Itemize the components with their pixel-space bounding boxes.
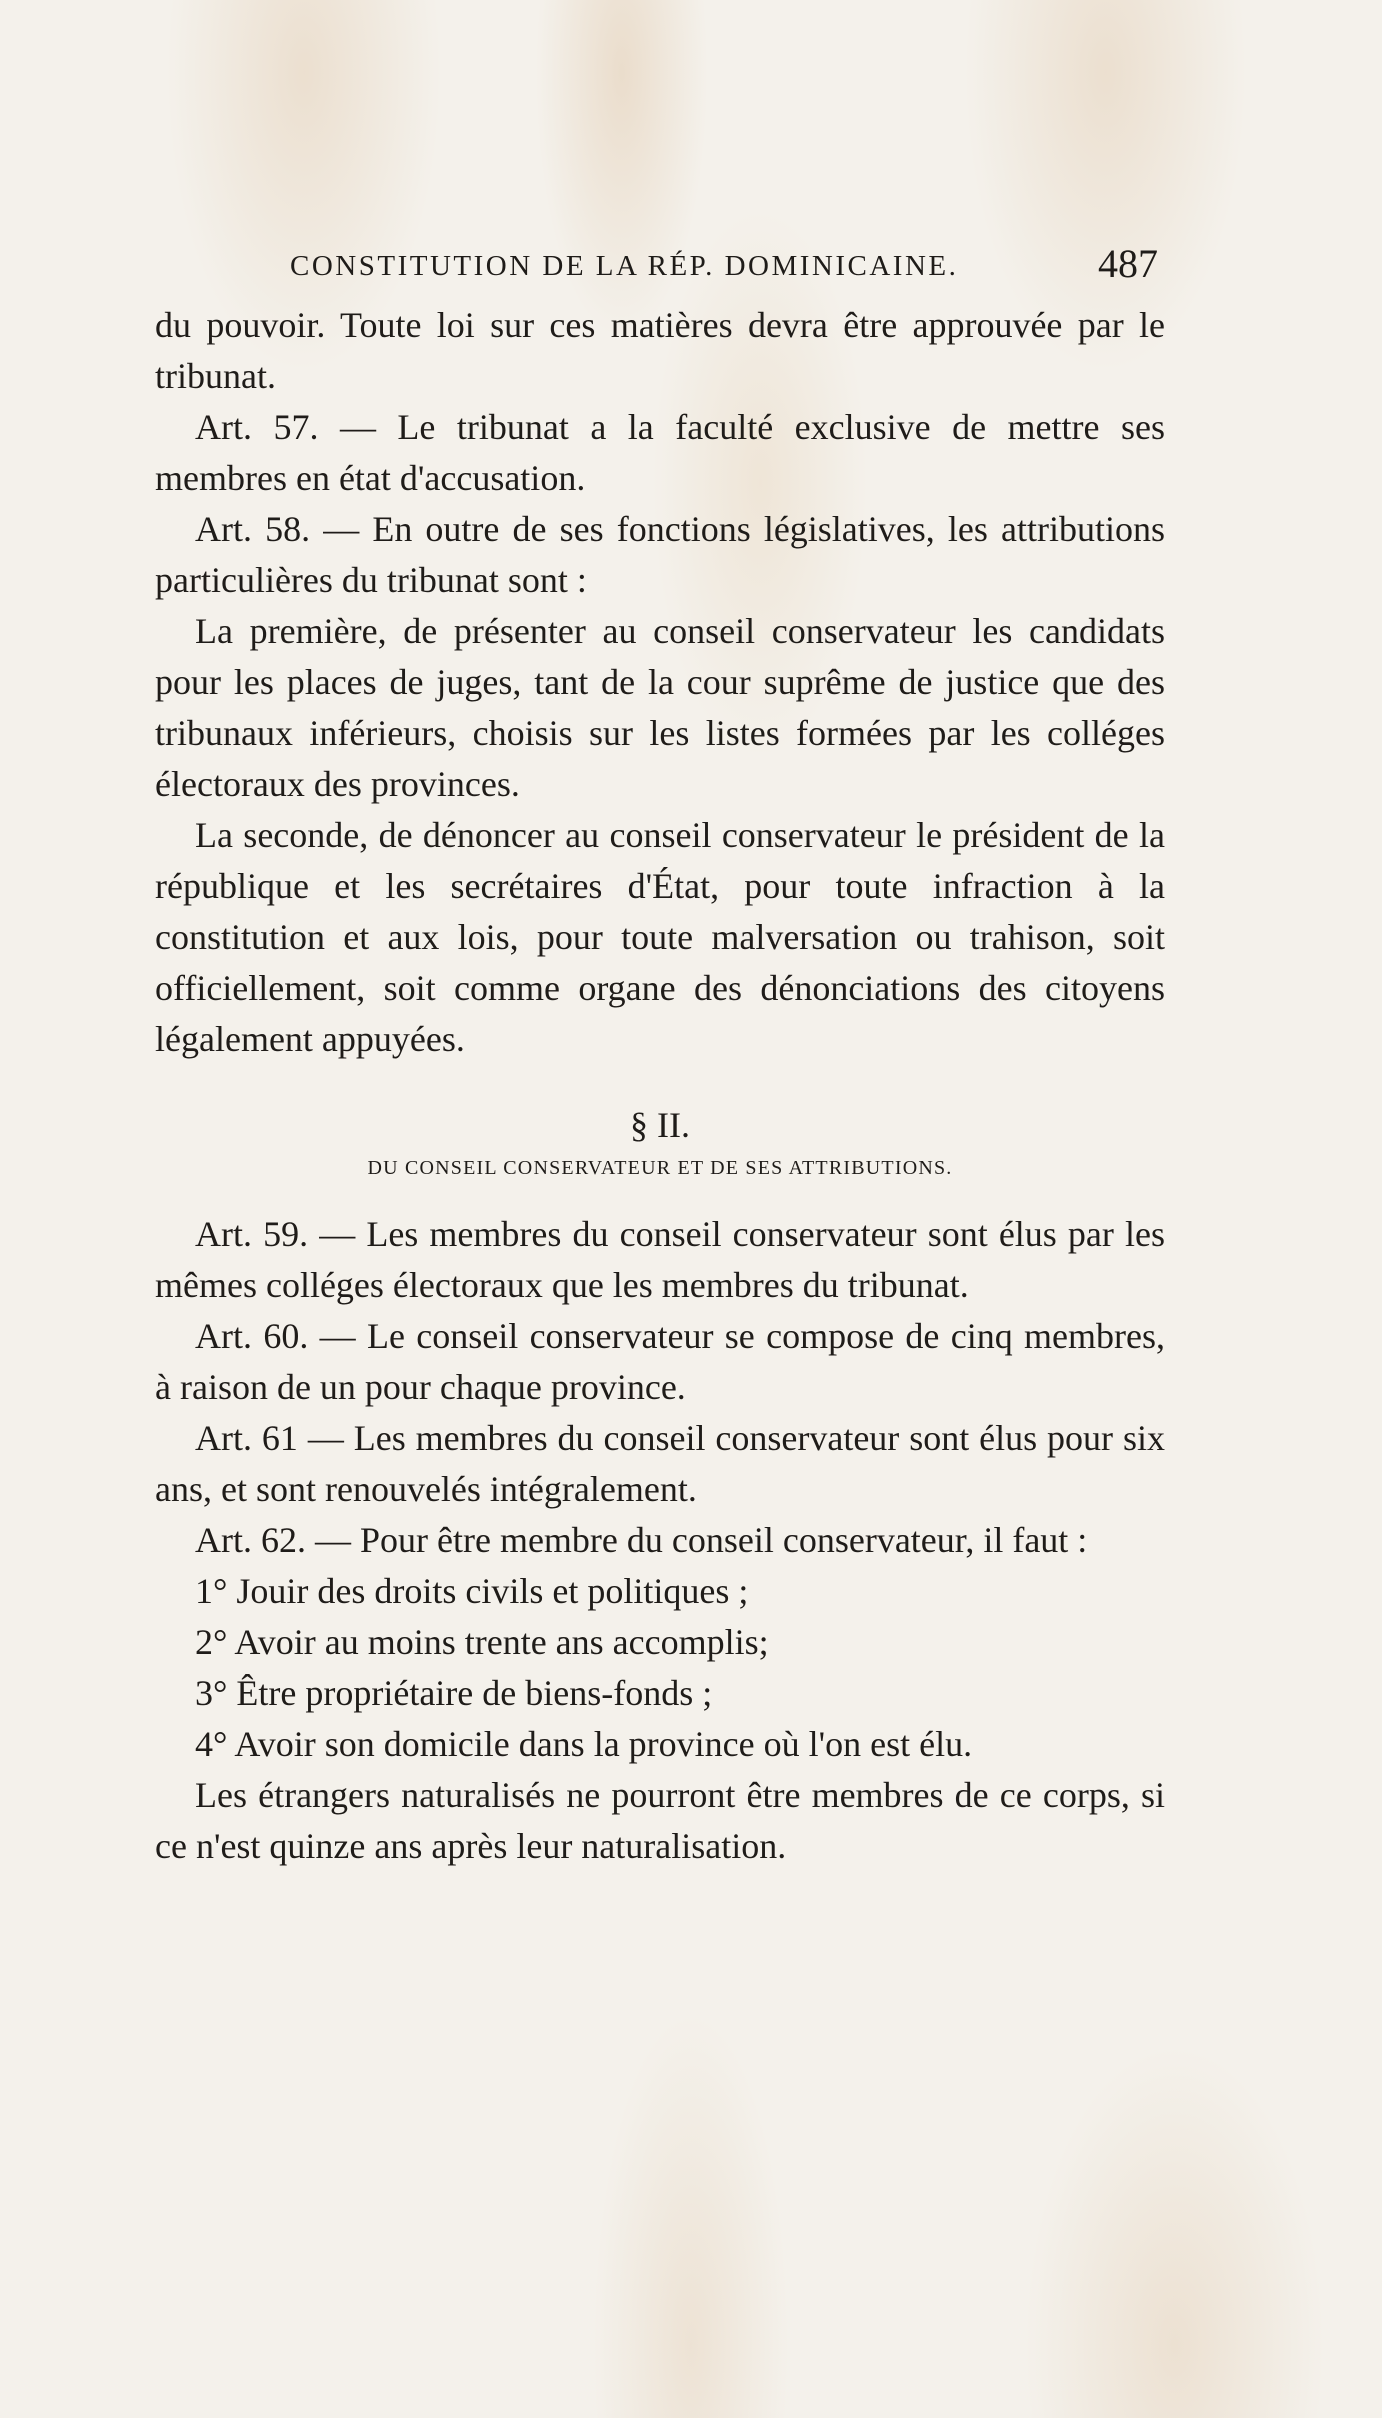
section-title: DU CONSEIL CONSERVATEUR ET DE SES ATTRIBUTIONS. (367, 1157, 953, 1179)
list-item: 1° Jouir des droits civils et politiques ; (195, 1571, 749, 1611)
requirements-list (155, 1566, 1165, 1770)
running-head-title: CONSTITUTION DE LA RÉP. DOMINICAINE. (290, 250, 959, 282)
article-58: Art. 58. — En outre de ses fonctions législatives, les attributions particulières du tribunat sont : (155, 509, 1165, 600)
body-text (155, 300, 1165, 1872)
article-58-first: La première, de présenter au conseil conservateur les candidats pour les places de juges, tant de la cour suprême de justice que des tribunaux inférieurs, choisis sur les listes formées par les colléges électoraux des provinces. (155, 611, 1165, 804)
article-59: Art. 59. — Les membres du conseil conservateur sont élus par les mêmes colléges électoraux que les membres du tribunat. (155, 1214, 1165, 1305)
paragraph-continuation: du pouvoir. Toute loi sur ces matières devra être approuvée par le tribunat. (155, 305, 1165, 396)
list-item: 2° Avoir au moins trente ans accomplis; (195, 1622, 769, 1662)
list-item: 4° Avoir son domicile dans la province où l'on est élu. (195, 1724, 973, 1764)
closing-paragraph: Les étrangers naturalisés ne pourront être membres de ce corps, si ce n'est quinze ans après leur naturalisation. (155, 1775, 1165, 1866)
article-57: Art. 57. — Le tribunat a la faculté exclusive de mettre ses membres en état d'accusation. (155, 407, 1165, 498)
section-mark: § II. (630, 1105, 690, 1145)
list-item: 3° Être propriétaire de biens-fonds ; (195, 1673, 713, 1713)
article-60: Art. 60. — Le conseil conservateur se compose de cinq membres, à raison de un pour chaque province. (155, 1316, 1165, 1407)
running-head (290, 240, 1160, 290)
article-58-second: La seconde, de dénoncer au conseil conservateur le président de la république et les secrétaires d'État, pour toute infraction à la constitution et aux lois, pour toute malversation ou trahison, soit officiellement, soit comme organe des dénonciations des citoyens légalement appuyées. (155, 815, 1165, 1059)
article-62: Art. 62. — Pour être membre du conseil conservateur, il faut : (195, 1520, 1088, 1560)
article-61: Art. 61 — Les membres du conseil conservateur sont élus pour six ans, et sont renouvelés intégralement. (155, 1418, 1165, 1509)
page-number: 487 (1098, 241, 1158, 286)
